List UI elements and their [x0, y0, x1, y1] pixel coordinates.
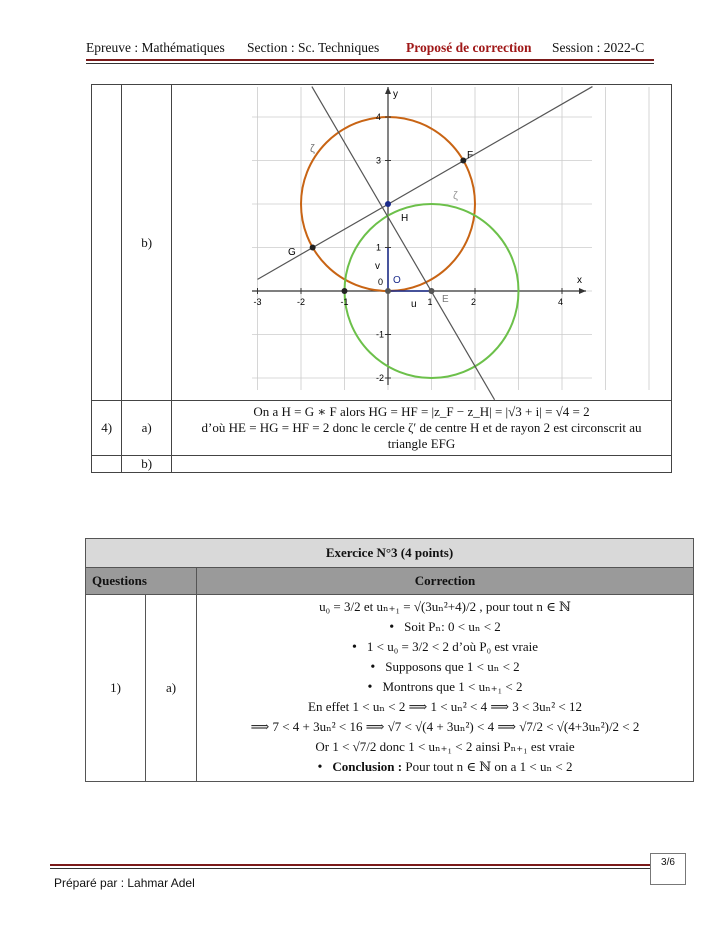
- point-label-g: G: [288, 247, 296, 258]
- header-correction: Correction: [197, 568, 694, 595]
- x-axis-arrow: [579, 288, 586, 294]
- header-proposal: Proposé de correction: [406, 40, 532, 55]
- vector-label-v: v: [375, 261, 380, 272]
- axis-y-label: y: [393, 89, 398, 100]
- y-axis-arrow: [385, 87, 391, 94]
- table-row: [86, 595, 694, 782]
- geometry-figure: [172, 85, 671, 400]
- conclusion-label: Conclusion :: [332, 759, 403, 774]
- question-number: 1): [86, 595, 146, 782]
- exercise-title: Exercice N°3 (4 points): [86, 539, 694, 568]
- x-tick-label: 4: [558, 297, 564, 307]
- table-row: [92, 456, 672, 473]
- table-row: [86, 539, 694, 568]
- header-rule-thin: [86, 63, 654, 64]
- axis-x-label: x: [577, 275, 582, 286]
- point-f: [460, 158, 466, 164]
- page-number: 3/6: [650, 853, 686, 885]
- point-label-f: F: [467, 150, 474, 161]
- cell-empty: [92, 456, 122, 473]
- row4-line: d’où HE = HG = HF = 2 donc le cercle ζ′ de centre H et de rayon 2 est circonscrit au: [201, 420, 642, 435]
- question-sub: a): [146, 595, 197, 782]
- header-rule: [86, 59, 654, 61]
- correction-line: • 1 < u₀ = 3/2 < 2 d’où P₀ est vraie: [197, 637, 693, 657]
- point-label-h: H: [401, 213, 409, 224]
- point-intersection: [342, 288, 348, 294]
- page-header: [86, 40, 666, 60]
- circle-label-zeta: ζ: [310, 143, 315, 155]
- cell-empty: [92, 85, 122, 401]
- header-questions: Questions: [86, 568, 197, 595]
- author: Préparé par : Lahmar Adel: [54, 876, 195, 890]
- y-tick-label: -1: [376, 329, 385, 340]
- line-gf: [258, 87, 593, 280]
- header-session: Session : 2022-C: [552, 40, 645, 55]
- point-origin: [385, 288, 391, 294]
- point-h: [385, 201, 391, 207]
- figure-grid: [252, 87, 649, 390]
- row-b-label: b): [122, 85, 172, 401]
- x-tick-label: -3: [253, 297, 262, 307]
- cell-empty: [172, 456, 672, 473]
- header-section: Section : Sc. Techniques: [247, 40, 380, 55]
- zero-label: 0: [378, 277, 384, 287]
- y-tick-label: 3: [376, 155, 382, 166]
- x-tick-label: -2: [297, 297, 306, 307]
- footer-rule-thin: [50, 868, 682, 869]
- correction-line: En effet 1 < uₙ < 2 ⟹ 1 < uₙ² < 4 ⟹ 3 < 3uₙ² < 12: [308, 699, 582, 714]
- row4-line: triangle EFG: [387, 436, 456, 451]
- table-row: [92, 85, 672, 401]
- x-tick-label: 2: [471, 297, 477, 307]
- table-row: [92, 401, 672, 456]
- row4-number: 4): [92, 401, 122, 456]
- correction-content: [197, 595, 694, 782]
- footer-rule: [50, 864, 682, 866]
- x-tick-label: 1: [427, 297, 433, 307]
- correction-line: Or 1 < √7/2 donc 1 < uₙ₊₁ < 2 ainsi Pₙ₊₁ est vraie: [315, 739, 575, 754]
- conclusion-line: [197, 757, 693, 777]
- circle-label-zeta-prime: ζ: [453, 190, 458, 202]
- line-he: [312, 87, 495, 400]
- point-e: [429, 288, 435, 294]
- point-g: [310, 245, 316, 251]
- row5-sub: b): [122, 456, 172, 473]
- correction-line: • Supposons que 1 < uₙ < 2: [197, 657, 693, 677]
- y-tick-label: 4: [376, 112, 382, 122]
- origin-label: O: [393, 275, 401, 286]
- row4-content: [172, 401, 672, 456]
- y-tick-label: -2: [376, 373, 385, 383]
- correction-line: ⟹ 7 < 4 + 3uₙ² < 16 ⟹ √7 < √(4 + 3uₙ²) < 4 ⟹ √7/2 < √(4+3uₙ²)/2 < 2: [250, 719, 640, 734]
- row4-line: On a H = G ∗ F alors HG = HF = |z_F − z_H| = |√3 + i| = √4 = 2: [253, 404, 590, 419]
- header-subject: Epreuve : Mathématiques: [86, 40, 225, 55]
- correction-table-part1: [91, 84, 672, 473]
- correction-line: u₀ = 3/2 et uₙ₊₁ = √(3uₙ²+4)/2 , pour tout n ∈ ℕ: [319, 599, 571, 614]
- exercise-table: [85, 538, 694, 782]
- y-tick-label: 1: [376, 242, 382, 253]
- point-label-e: E: [442, 294, 449, 305]
- correction-line: • Soit Pₙ: 0 < uₙ < 2: [197, 617, 693, 637]
- row4-sub: a): [122, 401, 172, 456]
- table-row: [86, 568, 694, 595]
- x-tick-label: -1: [340, 297, 349, 307]
- correction-line: • Montrons que 1 < uₙ₊₁ < 2: [197, 677, 693, 697]
- vector-label-u: u: [411, 299, 417, 310]
- figure-cell: [172, 85, 672, 401]
- conclusion-text: Pour tout n ∈ ℕ on a 1 < uₙ < 2: [402, 759, 573, 774]
